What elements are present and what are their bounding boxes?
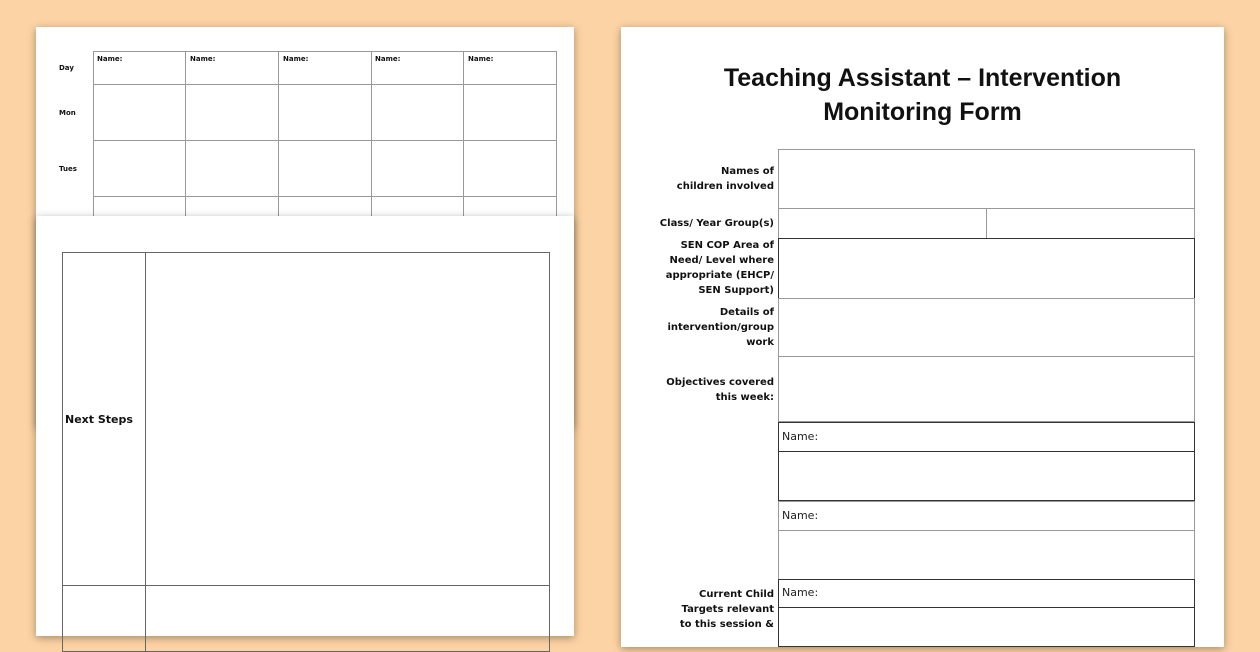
column-header-name: Name: [97,55,123,63]
child-name-divider [778,451,1195,452]
child-name-divider [778,607,1195,608]
child-name-divider [778,530,1195,531]
child-name-label-1: Name: [782,430,819,443]
column-header-name: Name: [190,55,216,63]
grid-row-divider [93,140,557,141]
label-names-of-children: Names of children involved [676,166,774,192]
timetable-grid [93,51,557,231]
table-row-divider [62,585,550,586]
sen-cop-area-field[interactable] [778,238,1195,299]
next-steps-table [62,252,550,652]
names-of-children-field[interactable] [778,149,1195,209]
label-class-year-group: Class/ Year Group(s) [659,218,774,229]
details-of-intervention-field[interactable] [778,298,1195,357]
label-details-of-intervention: Details of intervention/group work [667,307,774,348]
row-label-tues: Tues [59,165,77,173]
row-label-mon: Mon [59,109,76,117]
form-title-line-2: Monitoring Form [823,98,1022,126]
child-name-block-3[interactable] [778,579,1195,647]
label-objectives-covered: Objectives covered this week: [666,377,774,403]
monitoring-form-sheet [621,27,1224,647]
class-year-divider [986,208,987,239]
column-header-name: Name: [468,55,494,63]
child-name-block-1[interactable] [778,422,1195,501]
column-header-name: Name: [283,55,309,63]
grid-col-divider [463,51,464,231]
label-sen-cop-area: SEN COP Area of Need/ Level where appropriate (EHCP/ SEN Support) [665,240,774,296]
label-current-child-targets: Current Child Targets relevant to this session & [679,589,774,630]
day-label: Day [59,64,74,72]
grid-row-divider [93,84,557,85]
grid-col-divider [371,51,372,231]
child-name-block-2[interactable] [778,501,1195,580]
objectives-covered-field[interactable] [778,356,1195,422]
grid-col-divider [185,51,186,231]
next-steps-sheet [36,216,574,636]
grid-col-divider [278,51,279,231]
column-header-name: Name: [375,55,401,63]
form-title-line-1: Teaching Assistant – Intervention [723,64,1122,92]
next-steps-label: Next Steps [65,413,133,426]
child-name-label-2: Name: [782,509,819,522]
child-name-label-3: Name: [782,586,819,599]
grid-row-divider [93,196,557,197]
table-col-divider [145,252,146,652]
